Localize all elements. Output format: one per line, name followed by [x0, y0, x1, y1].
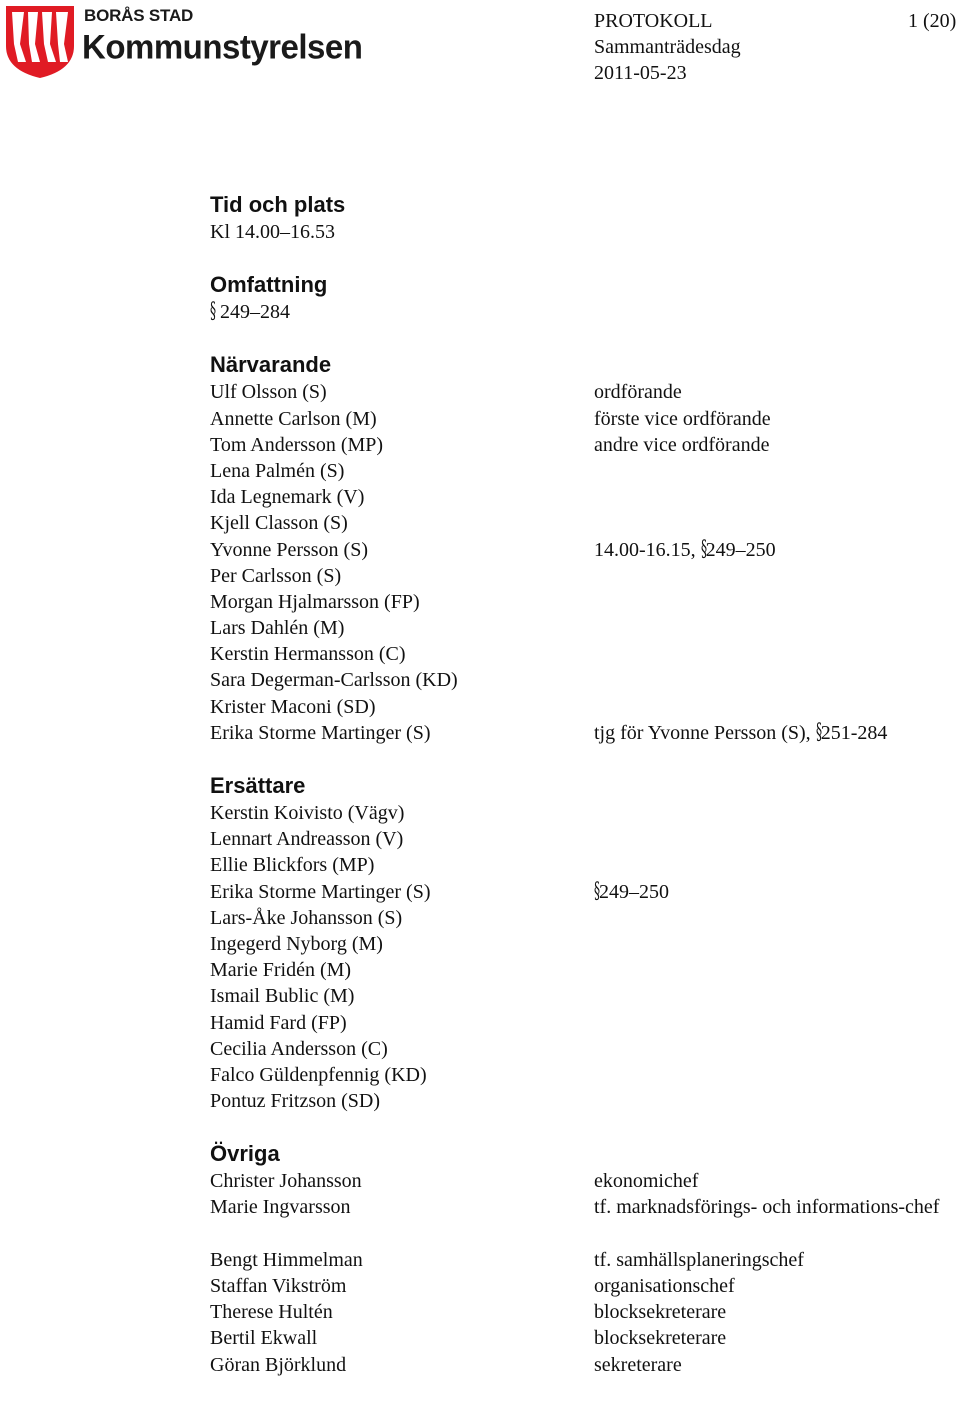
person-name: Erika Storme Martinger (S) [210, 880, 431, 903]
person-role [594, 641, 950, 667]
person-role [594, 1010, 950, 1036]
org-name-big: Kommunstyrelsen [82, 27, 363, 66]
list-item [210, 1010, 950, 1036]
role-text: 249–250 [705, 538, 776, 561]
person-role [594, 615, 950, 641]
list-item [210, 484, 950, 510]
person-role [594, 931, 950, 957]
person-role: ekonomichef [594, 1170, 699, 1193]
person-role [594, 510, 950, 536]
person-role: andre vice ordförande [594, 433, 770, 456]
person-name: Falco Güldenpfennig (KD) [210, 1063, 427, 1086]
person-name: Ulf Olsson (S) [210, 381, 327, 404]
list-item [210, 615, 950, 641]
person-name: Cecilia Andersson (C) [210, 1037, 388, 1060]
role-text: 249–250 [599, 880, 669, 903]
list-item [210, 432, 950, 458]
person-name: Sara Degerman-Carlsson (KD) [210, 669, 458, 692]
list-item [210, 406, 950, 432]
person-role [594, 826, 950, 852]
person-name: Kerstin Hermansson (C) [210, 643, 406, 666]
role-text: 14.00-16.15, [594, 538, 696, 561]
person-name: Göran Björklund [210, 1353, 347, 1376]
person-name: Bertil Ekwall [210, 1327, 318, 1350]
list-item [210, 537, 950, 563]
list-item [210, 1168, 950, 1194]
role-text: tjg för Yvonne Persson (S), [594, 721, 811, 744]
person-role [594, 800, 950, 826]
section-ovriga [210, 1140, 950, 1378]
heading-ovriga: Övriga [210, 1141, 280, 1167]
person-role: förste vice ordförande [594, 407, 771, 430]
person-role [594, 484, 950, 510]
person-role [594, 537, 950, 563]
person-name: Tom Andersson (MP) [210, 433, 384, 456]
person-name: Lars-Åke Johansson (S) [210, 906, 403, 929]
heading-omfattning: Omfattning [210, 272, 328, 298]
person-role [594, 1036, 950, 1062]
list-item [210, 879, 950, 905]
person-name: Ismail Bublic (M) [210, 985, 355, 1008]
person-name: Morgan Hjalmarsson (FP) [210, 590, 420, 613]
paragraph-sign-icon: § [210, 299, 217, 325]
protocol-body [210, 191, 950, 1404]
coat-of-arms-icon [4, 4, 76, 80]
person-role [594, 983, 950, 1009]
person-role: blocksekreterare [594, 1327, 727, 1350]
heading-narvarande: Närvarande [210, 352, 332, 378]
person-role: tf. marknadsförings- och informations-chef [594, 1196, 940, 1219]
list-item [210, 1273, 950, 1299]
person-role [594, 458, 950, 484]
paragraph-sign-icon: § [594, 878, 601, 904]
heading-tid: Tid och plats [210, 192, 346, 217]
person-name: Pontuz Fritzson (SD) [210, 1090, 380, 1113]
person-role: sekreterare [594, 1353, 682, 1376]
person-name: Hamid Fard (FP) [210, 1011, 347, 1034]
list-item [210, 720, 950, 746]
person-name: Per Carlsson (S) [210, 564, 342, 587]
list-item [210, 800, 950, 826]
meeting-day-label: Sammanträdesdag [594, 36, 741, 58]
person-name: Therese Hultén [210, 1301, 333, 1324]
list-item [210, 852, 950, 878]
person-role: blocksekreterare [594, 1301, 727, 1324]
person-role [594, 905, 950, 931]
paragraph-range [210, 299, 950, 325]
document-meta [594, 8, 741, 86]
list-item [210, 694, 950, 720]
person-name: Kjell Classon (S) [210, 512, 348, 535]
person-name: Christer Johansson [210, 1170, 362, 1193]
list-item [210, 1325, 950, 1351]
list-item [210, 379, 950, 405]
person-name: Staffan Vikström [210, 1275, 347, 1298]
person-role [594, 720, 950, 746]
list-item [210, 1036, 950, 1062]
list-item [210, 1194, 950, 1246]
person-name: Lena Palmén (S) [210, 459, 345, 482]
list-item [210, 1247, 950, 1273]
list-item [210, 458, 950, 484]
person-name: Lars Dahlén (M) [210, 617, 345, 640]
section-narvarande [210, 351, 950, 746]
person-role [594, 852, 950, 878]
person-name: Lennart Andreasson (V) [210, 828, 404, 851]
list-item [210, 931, 950, 957]
list-item [210, 957, 950, 983]
page-number: 1 (20) [908, 10, 957, 32]
org-name-small: BORÅS STAD [84, 6, 194, 25]
list-item [210, 589, 950, 615]
person-role [594, 563, 950, 589]
person-name: Kerstin Koivisto (Vägv) [210, 802, 405, 824]
person-role: organisationschef [594, 1275, 735, 1298]
list-item [210, 641, 950, 667]
person-name: Marie Fridén (M) [210, 959, 352, 982]
person-role: ordförande [594, 381, 682, 404]
list-item [210, 826, 950, 852]
person-name: Ingegerd Nyborg (M) [210, 932, 383, 955]
person-role [594, 957, 950, 983]
person-name: Marie Ingvarsson [210, 1196, 351, 1219]
person-role [594, 879, 950, 905]
list-item [210, 563, 950, 589]
person-name: Yvonne Persson (S) [210, 538, 368, 561]
role-text: 251-284 [820, 721, 888, 744]
person-name: Ida Legnemark (V) [210, 486, 365, 509]
meeting-date: 2011-05-23 [594, 62, 687, 84]
list-item [210, 1062, 950, 1088]
meeting-time: Kl 14.00–16.53 [210, 221, 335, 243]
heading-ersattare: Ersättare [210, 773, 306, 798]
person-role [594, 667, 950, 693]
list-item [210, 667, 950, 693]
person-role [594, 1062, 950, 1088]
list-item [210, 905, 950, 931]
list-item [210, 983, 950, 1009]
range-value: 249–284 [220, 301, 290, 324]
paragraph-sign-icon: § [700, 536, 707, 562]
doc-type: PROTOKOLL [594, 10, 713, 32]
person-name: Ellie Blickfors (MP) [210, 854, 375, 877]
section-tid [210, 191, 950, 245]
person-name: Annette Carlson (M) [210, 407, 377, 430]
section-omfattning [210, 271, 950, 325]
paragraph-sign-icon: § [815, 719, 822, 745]
person-name: Erika Storme Martinger (S) [210, 721, 431, 744]
person-role [594, 694, 950, 720]
list-item [210, 1088, 950, 1114]
person-name: Krister Maconi (SD) [210, 695, 376, 718]
list-item [210, 1352, 950, 1378]
section-ersattare [210, 772, 950, 1114]
person-name: Bengt Himmelman [210, 1248, 363, 1271]
list-item [210, 1299, 950, 1325]
list-item [210, 510, 950, 536]
person-role [594, 1088, 950, 1114]
boras-stad-logo [4, 4, 363, 80]
person-role: tf. samhällsplaneringschef [594, 1248, 804, 1271]
person-role [594, 589, 950, 615]
